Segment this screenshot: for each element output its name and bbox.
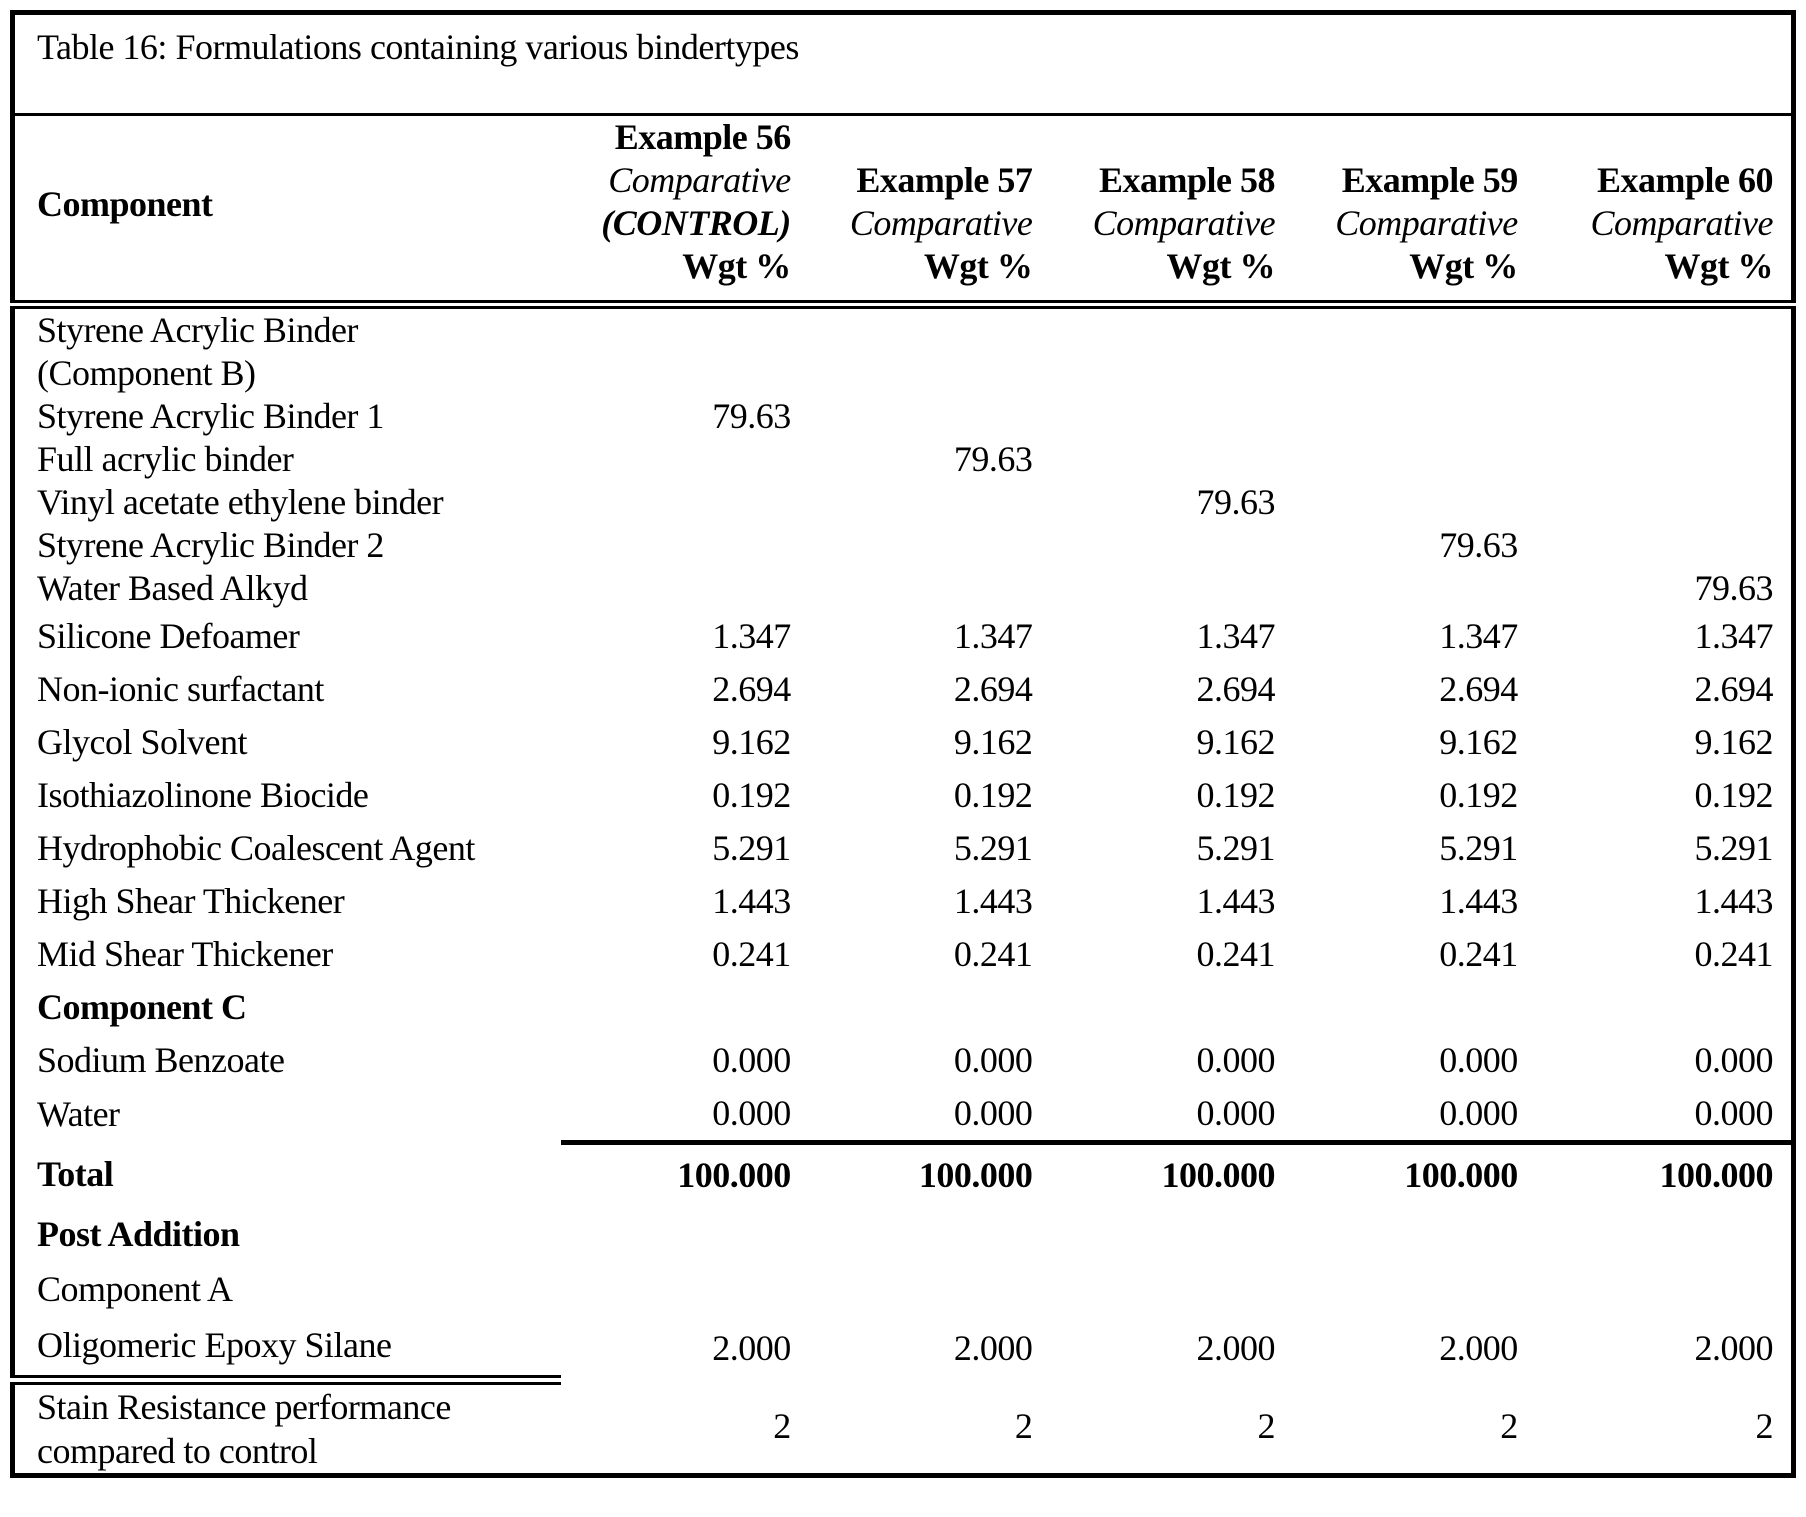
value-cell: 1.443 (1196, 880, 1276, 921)
value-cell: 2 (1755, 1405, 1773, 1446)
table-row (13, 663, 1794, 716)
component-column-header: Component (13, 115, 562, 305)
example-name: Example 60 (1596, 160, 1773, 200)
component-cell: Water (37, 1094, 120, 1135)
component-cell: Water Based Alkyd (37, 568, 308, 608)
table-title: Table 16: Formulations containing various bindertypes (13, 13, 1794, 115)
example-unit: Wgt % (1166, 246, 1276, 286)
component-cell: Vinyl acetate ethylene binder (37, 482, 444, 522)
value-cell (561, 438, 809, 481)
example-unit: Wgt % (923, 246, 1033, 286)
value-cell: 1.347 (953, 615, 1033, 656)
example-type: Comparative (1590, 203, 1773, 243)
value-cell (1536, 981, 1794, 1034)
value-cell: 0.241 (1196, 933, 1276, 974)
table-row (13, 1087, 1794, 1143)
value-cell: 0.192 (1196, 774, 1276, 815)
example-56-column-header (561, 115, 809, 305)
value-cell: 9.162 (953, 721, 1033, 762)
value-cell (1050, 438, 1293, 481)
formulation-table (10, 10, 1796, 1478)
value-cell: 0.000 (712, 1092, 791, 1133)
value-cell: 1.347 (1694, 615, 1773, 656)
value-cell: 0.000 (1694, 1039, 1773, 1080)
value-cell: 0.000 (1196, 1039, 1276, 1080)
value-cell: 0.241 (712, 933, 791, 974)
example-58-column-header (1050, 115, 1293, 305)
value-cell (1536, 305, 1794, 353)
example-type: Comparative (1335, 203, 1518, 243)
component-cell: Stain Resistance performance compared to control (37, 1387, 451, 1471)
example-name: Example 56 (614, 117, 791, 157)
example-type: Comparative (1092, 203, 1276, 243)
value-cell (1293, 481, 1536, 524)
value-cell: 2.000 (1694, 1327, 1773, 1368)
component-cell: Sodium Benzoate (37, 1039, 285, 1080)
value-cell (561, 981, 809, 1034)
value-cell: 1.443 (953, 880, 1033, 921)
example-unit: Wgt % (682, 246, 791, 286)
value-cell: 0.192 (953, 774, 1033, 815)
example-type: Comparative (849, 203, 1033, 243)
value-cell (561, 1207, 809, 1262)
value-cell (809, 524, 1051, 567)
value-cell (561, 481, 809, 524)
value-cell (1050, 524, 1293, 567)
value-cell: 2.694 (1439, 668, 1518, 709)
value-cell: 0.000 (712, 1039, 791, 1080)
value-cell: 100.000 (1050, 1143, 1293, 1208)
value-cell: 0.241 (1439, 933, 1518, 974)
value-cell (1050, 395, 1293, 438)
value-cell: 100.000 (1536, 1143, 1794, 1208)
example-type: Comparative (608, 160, 791, 200)
value-cell: 2 (773, 1405, 791, 1446)
component-cell: Mid Shear Thickener (37, 933, 333, 974)
value-cell (1293, 352, 1536, 395)
value-cell (561, 567, 809, 610)
table-row (13, 981, 1794, 1034)
table-row (13, 438, 1794, 481)
value-cell (809, 567, 1051, 610)
value-cell (561, 305, 809, 353)
table-header-row (13, 115, 1794, 305)
value-cell: 0.241 (953, 933, 1033, 974)
value-cell (1050, 1207, 1293, 1262)
value-cell (1050, 567, 1293, 610)
value-cell (1050, 981, 1293, 1034)
value-cell: 79.63 (712, 396, 791, 436)
table-row (13, 1262, 1794, 1317)
value-cell (1293, 1207, 1536, 1262)
value-cell (809, 395, 1051, 438)
table-row (13, 1143, 1794, 1208)
value-cell: 0.000 (1196, 1092, 1276, 1133)
component-cell: Total (37, 1154, 114, 1195)
component-cell: Oligomeric Epoxy Silane (13, 1317, 562, 1380)
example-name: Example 57 (856, 160, 1033, 200)
example-60-column-header (1536, 115, 1794, 305)
value-cell (809, 305, 1051, 353)
component-cell: Component C (37, 986, 247, 1027)
table-row (13, 1317, 1794, 1380)
value-cell: 0.000 (1439, 1039, 1518, 1080)
value-cell (1536, 1207, 1794, 1262)
table-row (13, 352, 1794, 395)
table-row (13, 822, 1794, 875)
value-cell (1536, 438, 1794, 481)
value-cell: 100.000 (809, 1143, 1051, 1208)
value-cell (1293, 438, 1536, 481)
component-cell: (Component B) (37, 353, 256, 393)
value-cell: 0.000 (953, 1092, 1033, 1133)
table-row (13, 769, 1794, 822)
value-cell: 2.694 (953, 668, 1033, 709)
value-cell: 2.694 (1694, 668, 1773, 709)
value-cell (561, 1262, 809, 1317)
value-cell (1293, 981, 1536, 1034)
value-cell (809, 481, 1051, 524)
value-cell: 79.63 (953, 439, 1033, 479)
value-cell: 1.347 (712, 615, 791, 656)
value-cell (1293, 395, 1536, 438)
value-cell (1536, 352, 1794, 395)
value-cell (1293, 305, 1536, 353)
table-row (13, 1034, 1794, 1087)
table-row (13, 1207, 1794, 1262)
value-cell: 1.347 (1439, 615, 1518, 656)
value-cell (1536, 1262, 1794, 1317)
value-cell (561, 352, 809, 395)
value-cell: 5.291 (1694, 827, 1773, 868)
value-cell: 100.000 (1293, 1143, 1536, 1208)
value-cell: 5.291 (953, 827, 1033, 868)
value-cell: 0.192 (1694, 774, 1773, 815)
value-cell (809, 981, 1051, 1034)
value-cell: 5.291 (1439, 827, 1518, 868)
example-name: Example 58 (1099, 160, 1276, 200)
value-cell (809, 352, 1051, 395)
example-note: (CONTROL) (601, 203, 791, 243)
value-cell: 79.63 (1196, 482, 1276, 522)
value-cell: 2.000 (712, 1327, 791, 1368)
component-cell: Styrene Acrylic Binder (37, 310, 358, 350)
value-cell (561, 524, 809, 567)
value-cell: 9.162 (712, 721, 791, 762)
value-cell (1536, 395, 1794, 438)
value-cell: 2 (1500, 1405, 1518, 1446)
value-cell: 2.694 (1196, 668, 1276, 709)
value-cell: 9.162 (1694, 721, 1773, 762)
value-cell: 5.291 (1196, 827, 1276, 868)
value-cell: 1.443 (712, 880, 791, 921)
value-cell: 0.000 (1439, 1092, 1518, 1133)
table-row (13, 481, 1794, 524)
value-cell: 79.63 (1694, 568, 1773, 608)
example-59-column-header (1293, 115, 1536, 305)
value-cell: 2.000 (1439, 1327, 1518, 1368)
value-cell: 2.694 (712, 668, 791, 709)
value-cell: 2.000 (953, 1327, 1033, 1368)
table-row (13, 610, 1794, 663)
value-cell: 79.63 (1439, 525, 1518, 565)
value-cell (1293, 567, 1536, 610)
value-cell (1536, 481, 1794, 524)
component-cell: Styrene Acrylic Binder 2 (37, 525, 384, 565)
example-name: Example 59 (1341, 160, 1518, 200)
value-cell: 2.000 (1196, 1327, 1276, 1368)
component-cell: High Shear Thickener (37, 880, 345, 921)
table-row (13, 928, 1794, 981)
value-cell: 0.192 (712, 774, 791, 815)
component-cell: Component A (37, 1268, 233, 1309)
value-cell (1050, 305, 1293, 353)
example-unit: Wgt % (1409, 246, 1518, 286)
value-cell: 100.000 (561, 1143, 809, 1208)
value-cell: 0.000 (1694, 1092, 1773, 1133)
value-cell (809, 1207, 1051, 1262)
table-row (13, 524, 1794, 567)
value-cell (1050, 1262, 1293, 1317)
value-cell: 9.162 (1439, 721, 1518, 762)
table-row (13, 716, 1794, 769)
value-cell (1050, 352, 1293, 395)
value-cell (1536, 524, 1794, 567)
table-row (13, 875, 1794, 928)
value-cell: 1.443 (1694, 880, 1773, 921)
component-cell: Glycol Solvent (37, 721, 247, 762)
example-unit: Wgt % (1664, 246, 1773, 286)
value-cell: 1.347 (1196, 615, 1276, 656)
table-title-row (13, 13, 1794, 115)
component-cell: Isothiazolinone Biocide (37, 774, 369, 815)
value-cell: 5.291 (712, 827, 791, 868)
value-cell (809, 1262, 1051, 1317)
table-row (13, 395, 1794, 438)
component-cell: Non-ionic surfactant (37, 668, 324, 709)
component-cell: Full acrylic binder (37, 439, 294, 479)
table-row (13, 1380, 1794, 1476)
value-cell: 0.241 (1694, 933, 1773, 974)
value-cell: 2 (1014, 1405, 1033, 1446)
example-57-column-header (809, 115, 1051, 305)
component-cell: Post Addition (37, 1213, 240, 1254)
component-cell: Styrene Acrylic Binder 1 (37, 396, 384, 436)
table-row (13, 305, 1794, 353)
table-row (13, 567, 1794, 610)
value-cell: 9.162 (1196, 721, 1276, 762)
value-cell: 2 (1257, 1405, 1276, 1446)
component-cell: Hydrophobic Coalescent Agent (37, 827, 475, 868)
component-cell: Silicone Defoamer (37, 615, 300, 656)
value-cell: 0.192 (1439, 774, 1518, 815)
value-cell (1293, 1262, 1536, 1317)
value-cell: 0.000 (953, 1039, 1033, 1080)
value-cell: 1.443 (1439, 880, 1518, 921)
